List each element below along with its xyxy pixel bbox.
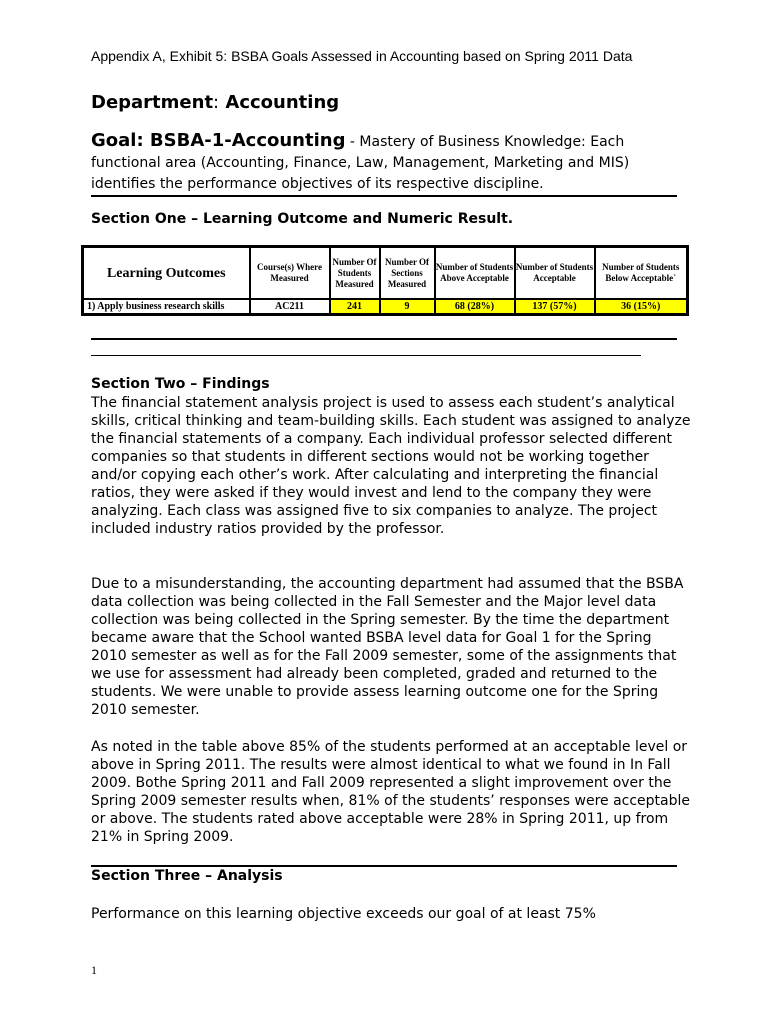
table-header-row (83, 247, 688, 300)
department-label: Department (91, 92, 214, 113)
table-cell: 9 (380, 299, 435, 315)
divider (91, 865, 677, 867)
paragraph: As noted in the table above 85% of the students performed at an acceptable level or above in Spring 2011. The results were almost identical to what we found in In Fall 2009. Bothe Spring 2011 and Fall 2009 represented a slight improvement over the Spring 2009 semester results when, 81% of the students’ responses were acceptable or above. The students rated above acceptable were 28% in Spring 2011, up from 21% in Spring 2009. (91, 739, 691, 845)
paragraph: The financial statement analysis project is used to assess each student’s analytical skills, critical thinking and team-building skills. Each student was assigned to analyze the financial statements of a company. Each individual professor selected different companies so that students in different sections would not be working together and/or copying each other’s work. After calculating and interpreting the financial ratios, they were asked if they would invest and lend to the company they were analyzing. Each class was assigned five to six companies to analyze. The project included industry ratios provided by the professor. (91, 395, 691, 537)
divider (91, 338, 677, 340)
table-cell: AC211 (250, 299, 330, 315)
goal-title: Goal: BSBA-1-Accounting (91, 130, 346, 151)
divider (91, 195, 677, 197)
table-header: Learning Outcomes (83, 247, 250, 300)
table-row (83, 299, 688, 315)
table-cell: 68 (28%) (435, 299, 515, 315)
table-cell: 137 (57%) (515, 299, 595, 315)
table-header: Number Of Students Measured (330, 247, 380, 300)
goal-statement (91, 130, 691, 195)
section-two-heading: Section Two – Findings (91, 376, 270, 392)
table-header: Number Of Sections Measured (380, 247, 435, 300)
department-line (91, 92, 339, 113)
table-cell: 241 (330, 299, 380, 315)
paragraph: Due to a misunderstanding, the accounting department had assumed that the BSBA data collection was being collected in the Fall Semester and the Major level data collection was being collected in the Spring semester. By the time the department became aware that the School wanted BSBA level data for Goal 1 for the Spring 2010 semester as well as for the Fall 2009 semester, some of the assignments that we use for assessment had already been completed, graded and returned to the students. We were unable to provide assess learning outcome one for the Spring 2010 semester. (91, 576, 684, 718)
findings-paragraph (91, 575, 691, 719)
goal-description: - Mastery of Business Knowledge: Each functional area (Accounting, Finance, Law, Management, Marketing and MIS) identifies the performance objectives of its respective discipline. (91, 134, 630, 192)
learning-outcomes-table (81, 245, 689, 316)
findings-paragraph (91, 738, 691, 846)
table-header: Course(s) Where Measured (250, 247, 330, 300)
table-cell: 36 (15%) (595, 299, 688, 315)
department-name: Accounting (225, 92, 340, 113)
department-separator: : (213, 92, 220, 113)
findings-paragraph (91, 394, 691, 538)
page-number: 1 (91, 963, 97, 977)
table-header: Number of Students Below Acceptable` (595, 247, 688, 300)
section-three-heading: Section Three – Analysis (91, 868, 283, 884)
divider (91, 355, 641, 356)
exhibit-header: Appendix A, Exhibit 5: BSBA Goals Assessed in Accounting based on Spring 2011 Data (91, 48, 633, 64)
analysis-paragraph: Performance on this learning objective exceeds our goal of at least 75% (91, 906, 596, 922)
table-cell: 1) Apply business research skills (83, 299, 250, 315)
table-header: Number of Students Acceptable (515, 247, 595, 300)
table-header: Number of Students Above Acceptable (435, 247, 515, 300)
section-one-heading: Section One – Learning Outcome and Numeric Result. (91, 211, 514, 227)
